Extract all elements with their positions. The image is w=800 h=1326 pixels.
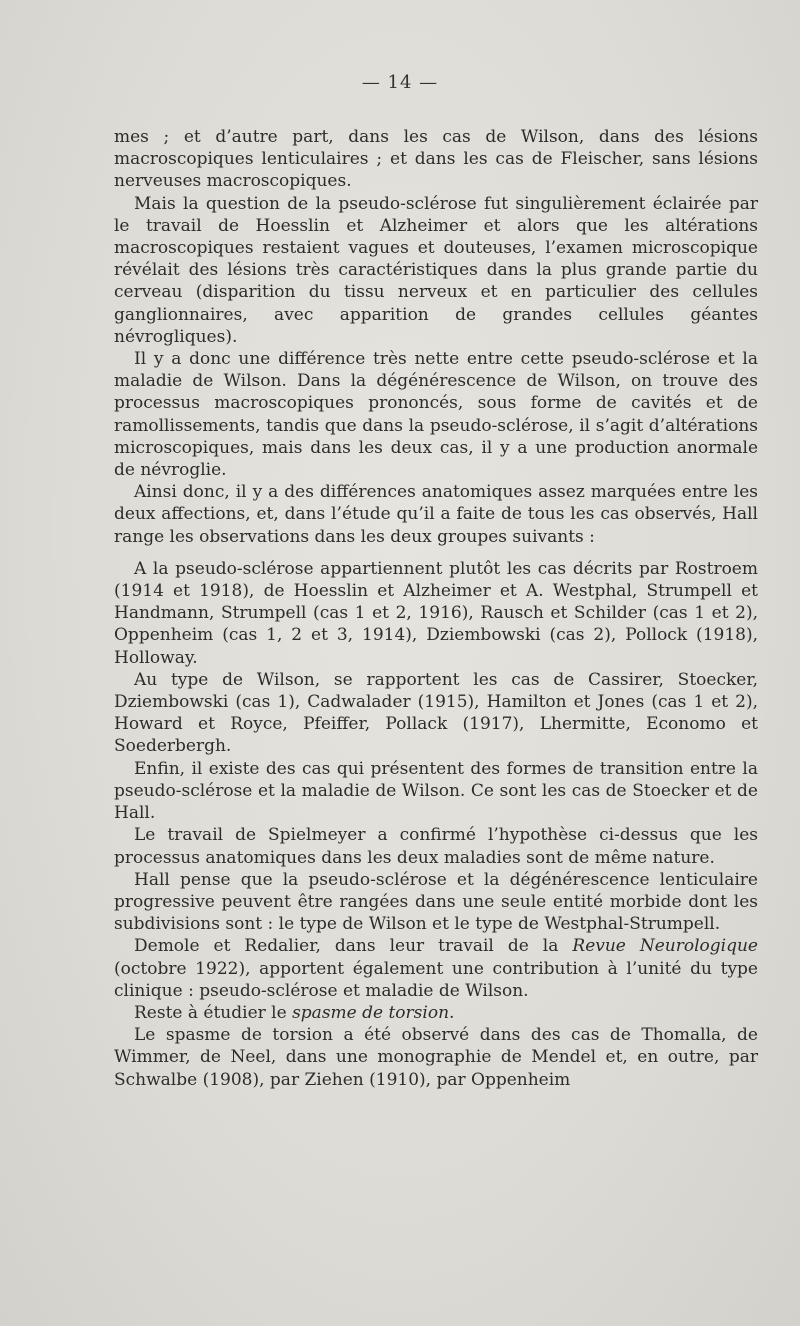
paragraph-formes-transition: Enfin, il existe des cas qui présentent des formes de transition entre la pseudo-sclérose et la maladie de Wilson. Ce sont les cas de Stoecker et de Hall.: [114, 758, 758, 824]
page-number: — 14 —: [361, 72, 439, 93]
topic-spasme-de-torsion: spasme de torsion.: [292, 1002, 455, 1023]
paragraph-differences-anatomiques: Ainsi donc, il y a des différences anatomiques assez marquées entre les deux affections, et, dans l’étude qu’il a faite de tous les cas observés, Hall range les observations dans les deux groupes suivants :: [114, 482, 758, 547]
paragraph-pseudo-sclerose-hoesslin: Mais la question de la pseudo-sclérose fut singulièrement éclairée par le travail de Hoesslin et Alzheimer et alors que les altérations macroscopiques restaient vagues et douteuses, l’examen microscopique révélait des lésions très caractéristiques dans la plus grande partie du cerveau (disparition du tissu nerveux et en particulier des cellules ganglionnaires, avec apparition de grandes cellules géantes névrogliques).: [114, 193, 758, 347]
paragraph-groupe-wilson: Au type de Wilson, se rapportent les cas de Cassirer, Stoecker, Dziembowski (cas 1), Cadwalader (1915), Hamilton et Jones (cas 1 et 2), Howard et Royce, Pfeiffer, Pollack (1917), Lhermitte, Economo et Soederbergh.: [114, 669, 758, 757]
body-text: [114, 126, 758, 1091]
paragraph-difference-wilson: Il y a donc une différence très nette entre cette pseudo-sclérose et la maladie de Wilson. Dans la dégénérescence de Wilson, on trouve des processus macroscopiques prononcés, sous forme de cavités et de ramollissements, tandis que dans la pseudo-sclérose, il s’agit d’altérations microscopiques, mais dans les deux cas, il y a une production anormale de névroglie.: [114, 349, 758, 481]
paragraph-text-before: Reste à étudier le: [134, 1002, 293, 1023]
paragraph-spielmeyer: Le travail de Spielmeyer a confirmé l’hypothèse ci-dessus que les processus anatomiques dans les deux maladies sont de même nature.: [114, 825, 758, 868]
journal-title: Revue Neurologique: [572, 936, 758, 957]
paragraph-text-after: (octobre 1922), apportent également une contribution à l’unité du type clinique : pseudo-sclérose et maladie de Wilson.: [114, 958, 758, 1001]
paragraph-continued: mes ; et d’autre part, dans les cas de Wilson, dans des lésions macroscopiques lenticulaires ; et dans les cas de Fleischer, sans lésions nerveuses macroscopiques.: [114, 127, 758, 192]
paragraph-reste-a-etudier: [114, 1002, 758, 1024]
paragraph-demole-redalier: [114, 935, 758, 1002]
paragraph-text-before: Demole et Redalier, dans leur travail de la: [134, 936, 573, 957]
paragraph-hall-entite-morbide: Hall pense que la pseudo-sclérose et la dégénérescence lenticulaire progressive peuvent être rangées dans une seule entité morbide dont les subdivisions sont : le type de Wilson et le type de Westphal-Strumpell.: [114, 869, 758, 935]
paragraph-spasme-de-torsion: Le spasme de torsion a été observé dans des cas de Thomalla, de Wimmer, de Neel, dans une monographie de Mendel et, en outre, par Schwalbe (1908), par Ziehen (1910), par Oppenheim: [114, 1025, 758, 1090]
paragraph-groupe-pseudo-sclerose: A la pseudo-sclérose appartiennent plutôt les cas décrits par Rostroem (1914 et 1918), de Hoesslin et Alzheimer et A. Westphal, Strumpell et Handmann, Strumpell (cas 1 et 2, 1916), Rausch et Schilder (cas 1 et 2), Oppenheim (cas 1, 2 et 3, 1914), Dziembowski (cas 2), Pollock (1918), Holloway.: [114, 558, 758, 668]
